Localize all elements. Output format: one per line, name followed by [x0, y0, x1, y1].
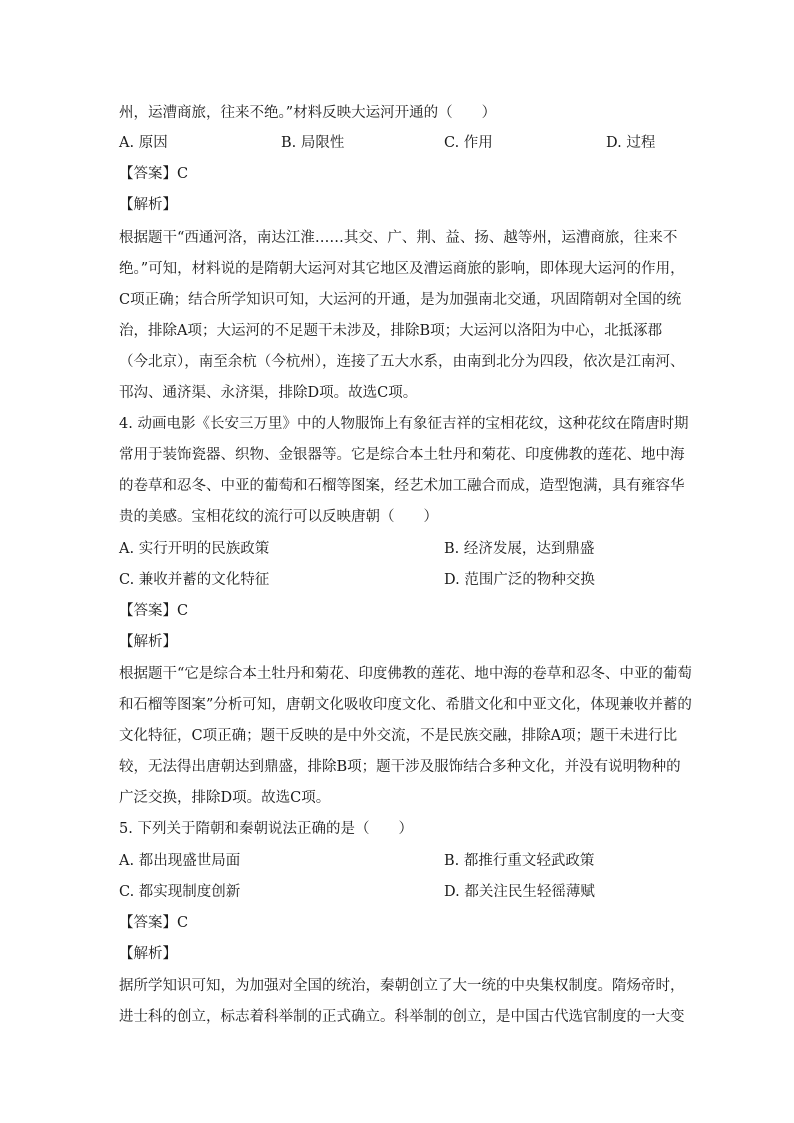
q4-option-a: A. 实行开明的民族政策 [119, 541, 270, 557]
q5-option-b: B. 都推行重文轻武政策 [444, 853, 595, 869]
q3-analysis-line: 绝。”可知，材料说的是隋朝大运河对其它地区及漕运商旅的影响，即体现大运河的作用， [119, 261, 685, 277]
q5-option-c: C. 都实现制度创新 [119, 884, 241, 900]
q4-analysis-line: 较，无法得出唐朝达到鼎盛，排除B项；题干涉及服饰结合多种文化，并没有说明物种的 [119, 759, 681, 775]
q5-answer: 【答案】C [119, 915, 189, 931]
q3-analysis-line: 邗沟、通济渠、永济渠，排除D项。故选C项。 [119, 385, 418, 401]
q4-stem-line: 贵的美感。宝相花纹的流行可以反映唐朝（ ） [119, 509, 438, 525]
q4-option-c: C. 兼收并蓄的文化特征 [119, 572, 270, 588]
q3-analysis-label: 【解析】 [119, 197, 177, 213]
q5-option-a: A. 都出现盛世局面 [119, 853, 241, 869]
q3-answer: 【答案】C [119, 166, 189, 182]
q4-analysis-line: 广泛交换，排除D项。故选C项。 [119, 790, 331, 806]
q4-analysis-line: 文化特征，C项正确；题干反映的是中外交流，不是民族交融，排除A项；题干未进行比 [119, 728, 678, 744]
q5-stem: 5. 下列关于隋朝和秦朝说法正确的是（ ） [119, 821, 413, 837]
q5-option-d: D. 都关注民生轻徭薄赋 [444, 884, 595, 900]
q4-analysis-line: 根据题干“它是综合本土牡丹和菊花、印度佛教的莲花、地中海的卷草和忍冬、中亚的葡萄 [119, 666, 692, 682]
q3-analysis-line: C项正确；结合所学知识可知，大运河的开通，是为加强南北交通，巩固隋朝对全国的统 [119, 292, 682, 308]
q4-analysis-label: 【解析】 [119, 634, 177, 650]
q4-answer: 【答案】C [119, 603, 189, 619]
q3-analysis-line: 治，排除A项；大运河的不足题干未涉及，排除B项；大运河以洛阳为中心，北抵涿郡 [119, 323, 663, 339]
q4-stem-line: 的卷草和忍冬、中亚的葡萄和石榴等图案，经艺术加工融合而成，造型饱满，具有雍容华 [119, 478, 685, 494]
q3-analysis-line: 根据题干“西通河洛，南达江淮……其交、广、荆、益、扬、越等州，运漕商旅，往来不 [119, 230, 678, 246]
q3-option-b: B. 局限性 [281, 135, 345, 151]
q3-analysis-line: （今北京），南至余杭（今杭州），连接了五大水系，由南到北分为四段，依次是江南河、 [119, 354, 685, 370]
q4-stem-line: 4. 动画电影《长安三万里》中的人物服饰上有象征吉祥的宝相花纹，这种花纹在隋唐时期 [119, 416, 689, 432]
q5-analysis-label: 【解析】 [119, 946, 177, 962]
q3-stem: 州，运漕商旅，往来不绝。”材料反映大运河开通的（ ） [119, 105, 497, 121]
q3-option-d: D. 过程 [606, 135, 656, 151]
q4-stem-line: 常用于装饰瓷器、织物、金银器等。它是综合本土牡丹和菊花、印度佛教的莲花、地中海 [119, 447, 685, 463]
q4-option-d: D. 范围广泛的物种交换 [444, 572, 595, 588]
q3-option-a: A. 原因 [119, 135, 168, 151]
q3-option-c: C. 作用 [444, 135, 493, 151]
q4-analysis-line: 和石榴等图案”分析可知，唐朝文化吸收印度文化、希腊文化和中亚文化，体现兼收并蓄的 [119, 697, 692, 713]
q4-option-b: B. 经济发展，达到鼎盛 [444, 541, 595, 557]
q5-analysis-line: 据所学知识可知，为加强对全国的统治，秦朝创立了大一统的中央集权制度。隋炀帝时， [119, 978, 685, 994]
q5-analysis-line: 进士科的创立，标志着科举制的正式确立。科举制的创立，是中国古代选官制度的一大变 [119, 1009, 685, 1025]
